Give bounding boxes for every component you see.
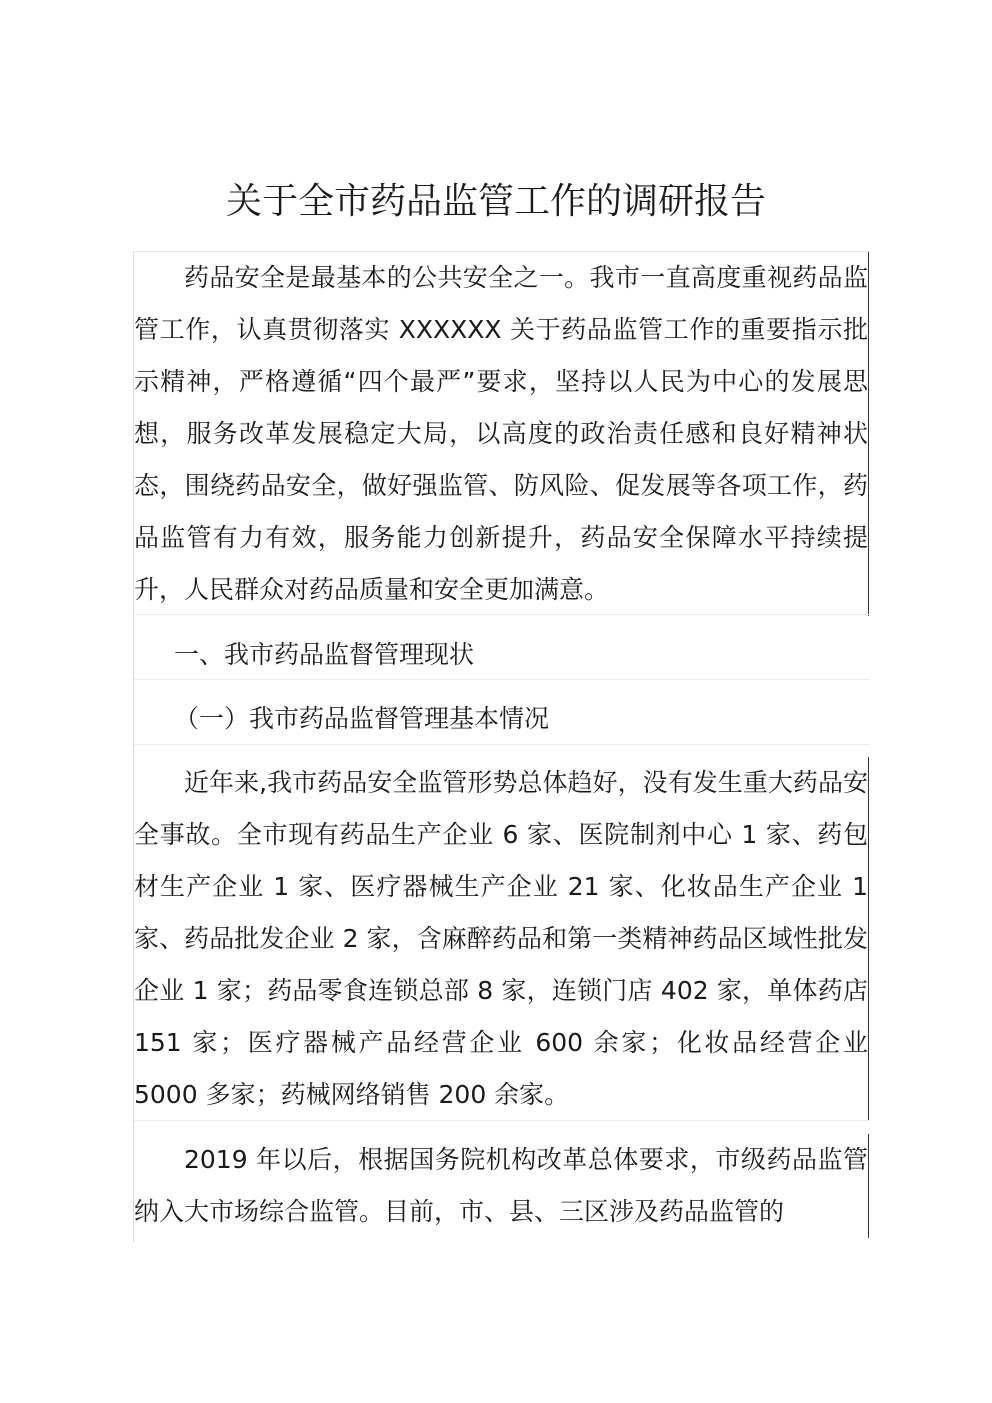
subsection-heading: （一）我市药品监督管理基本情况	[174, 704, 550, 733]
status-paragraph: 近年来,我市药品安全监管形势总体趋好，没有发生重大药品安全事故。全市现有药品生产企业 6 家、医院制剂中心 1 家、药包材生产企业 1 家、医疗器械生产企业 21 家、化妆品生产企业 1 家、药品批发企业 2 家，含麻醉药品和第一类精神药品区域性批发企业 1 家；药品零食连锁总部 8 家，连锁门店 402 家，单体药店 151 家；医疗器械产品经营企业 600 余家；化妆品经营企业 5000 多家；药械网络销售 200 余家。	[134, 757, 869, 1121]
section-heading: 一、我市药品监督管理现状	[174, 640, 475, 669]
paragraph-divider	[134, 1120, 870, 1121]
paragraph-divider	[134, 679, 870, 680]
intro-paragraph: 药品安全是最基本的公共安全之一。我市一直高度重视药品监管工作，认真贯彻落实 XXXXXX 关于药品监管工作的重要指示批示精神，严格遵循“四个最严”要求，坚持以人民为中心的发展思想，服务改革发展稳定大局，以高度的政治责任感和良好精神状态，围绕药品安全，做好强监管、防风险、促发展等各项工作，药品监管有力有效，服务能力创新提升，药品安全保障水平持续提升，人民群众对药品质量和安全更加满意。	[134, 252, 869, 616]
paragraph-divider	[134, 744, 870, 745]
paragraph-divider	[134, 614, 870, 615]
document-title: 关于全市药品监管工作的调研报告	[225, 181, 766, 222]
reform-paragraph: 2019 年以后，根据国务院机构改革总体要求，市级药品监管纳入大市场综合监管。目前，市、县、三区涉及药品监管的	[134, 1134, 869, 1238]
